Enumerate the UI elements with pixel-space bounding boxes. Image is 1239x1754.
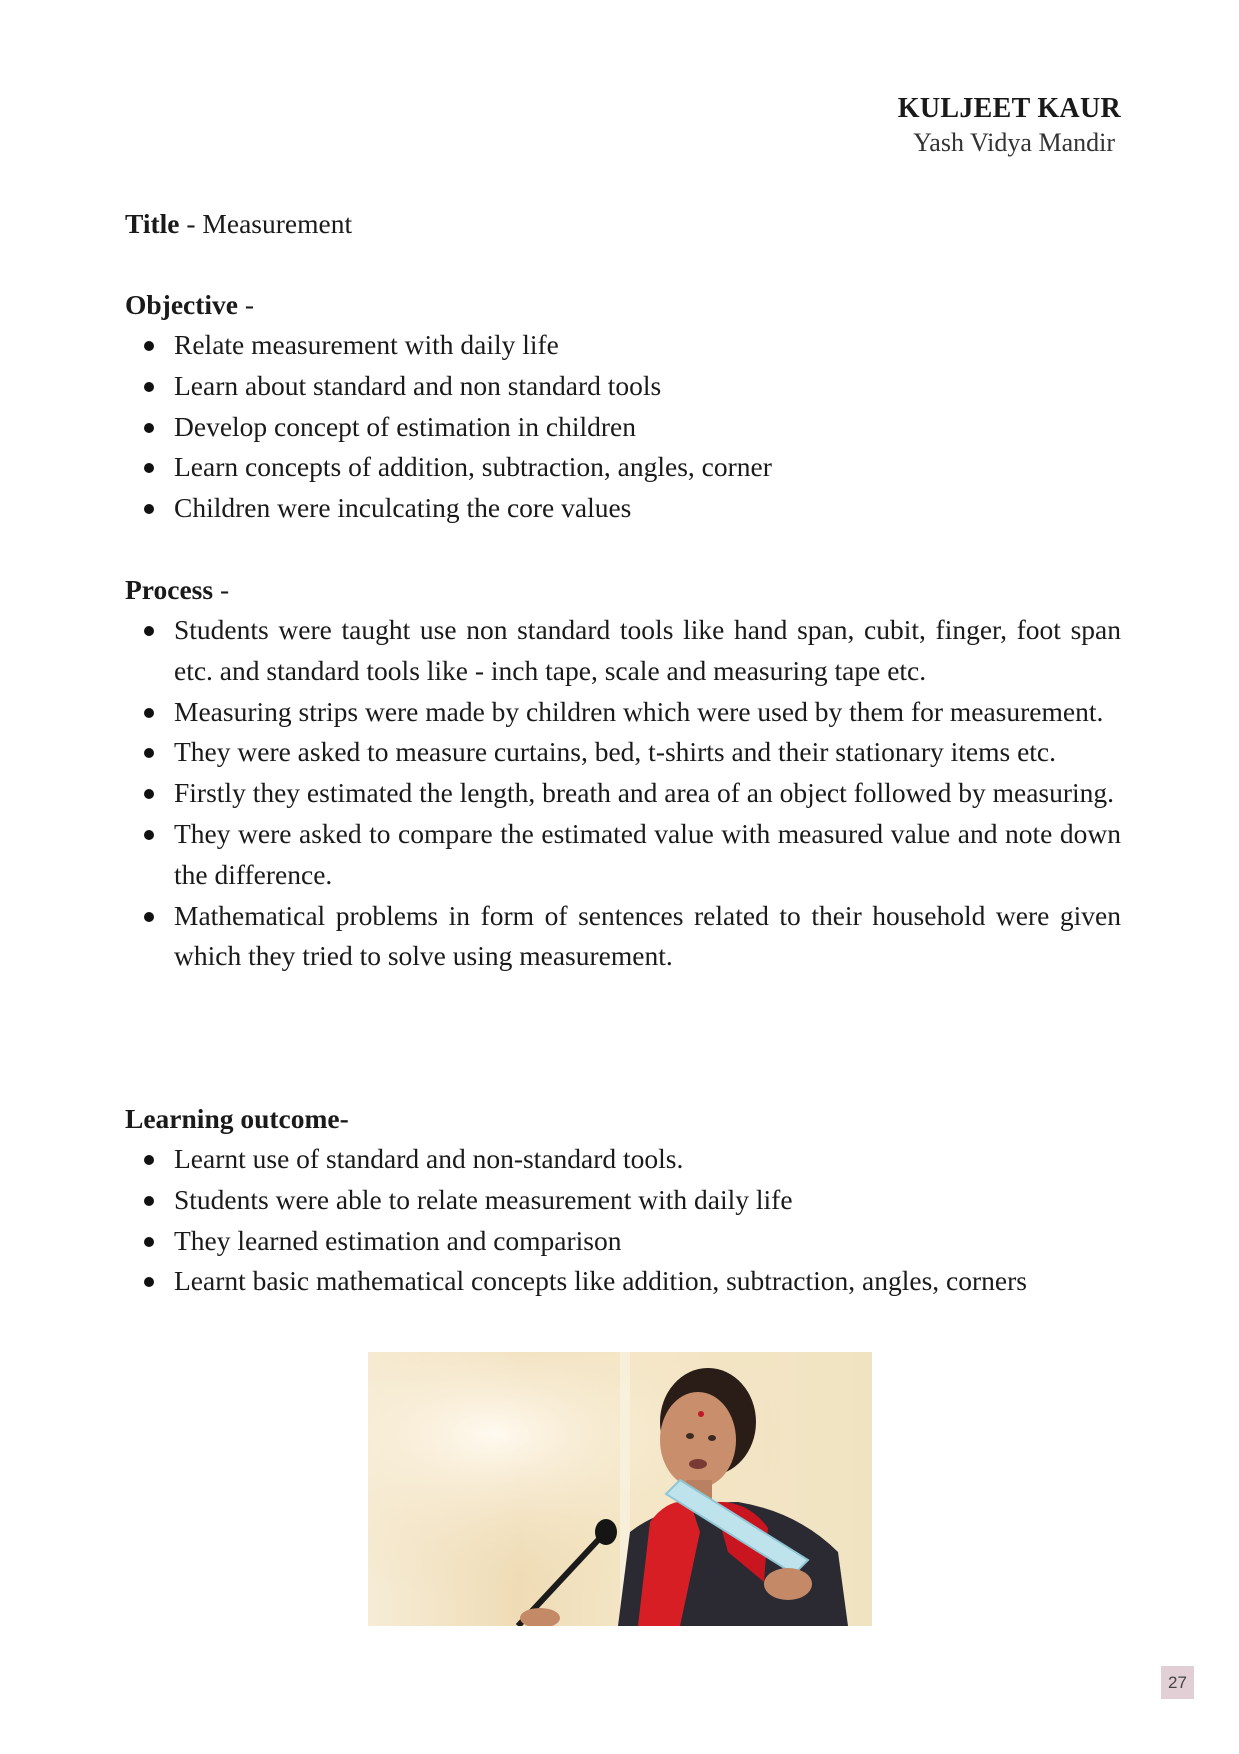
process-section — [125, 570, 1121, 977]
list-item: Students were taught use non standard tools like hand span, cubit, finger, foot span etc. and standard tools like - inch tape, scale and measuring tape etc. — [125, 610, 1121, 692]
author-school: Yash Vidya Mandir — [913, 128, 1115, 157]
list-item: Measuring strips were made by children which were used by them for measurement. — [125, 692, 1121, 733]
list-item: Learnt basic mathematical concepts like addition, subtraction, angles, corners — [125, 1261, 1121, 1302]
objective-heading: Objective - — [125, 289, 255, 320]
list-item: Mathematical problems in form of sentences related to their household were given which they tried to solve using measurement. — [125, 896, 1121, 978]
list-item: They were asked to measure curtains, bed, t-shirts and their stationary items etc. — [125, 732, 1121, 773]
teacher-illustration — [368, 1352, 872, 1626]
title-line — [125, 204, 1121, 244]
list-item: Children were inculcating the core values — [125, 488, 1121, 529]
list-item: Develop concept of estimation in children — [125, 407, 1121, 448]
list-item: Learn concepts of addition, subtraction, angles, corner — [125, 447, 1121, 488]
title-separator: - — [179, 208, 203, 239]
author-block — [898, 92, 1121, 160]
list-item: Firstly they estimated the length, breath and area of an object followed by measuring. — [125, 773, 1121, 814]
outcome-list — [125, 1139, 1121, 1302]
title-value: Measurement — [202, 208, 353, 239]
outcome-heading: Learning outcome- — [125, 1103, 349, 1134]
author-name: KULJEET KAUR — [897, 93, 1121, 124]
teacher-photo — [368, 1352, 872, 1626]
process-heading: Process - — [125, 574, 230, 605]
outcome-section — [125, 1099, 1121, 1302]
objective-section — [125, 285, 1121, 529]
list-item: Learnt use of standard and non-standard tools. — [125, 1139, 1121, 1180]
list-item: They learned estimation and comparison — [125, 1221, 1121, 1262]
page-number: 27 — [1161, 1666, 1194, 1699]
title-label: Title — [125, 208, 180, 239]
objective-list — [125, 325, 1121, 529]
list-item: They were asked to compare the estimated value with measured value and note down the difference. — [125, 814, 1121, 896]
list-item: Learn about standard and non standard tools — [125, 366, 1121, 407]
list-item: Relate measurement with daily life — [125, 325, 1121, 366]
process-list — [125, 610, 1121, 977]
list-item: Students were able to relate measurement with daily life — [125, 1180, 1121, 1221]
